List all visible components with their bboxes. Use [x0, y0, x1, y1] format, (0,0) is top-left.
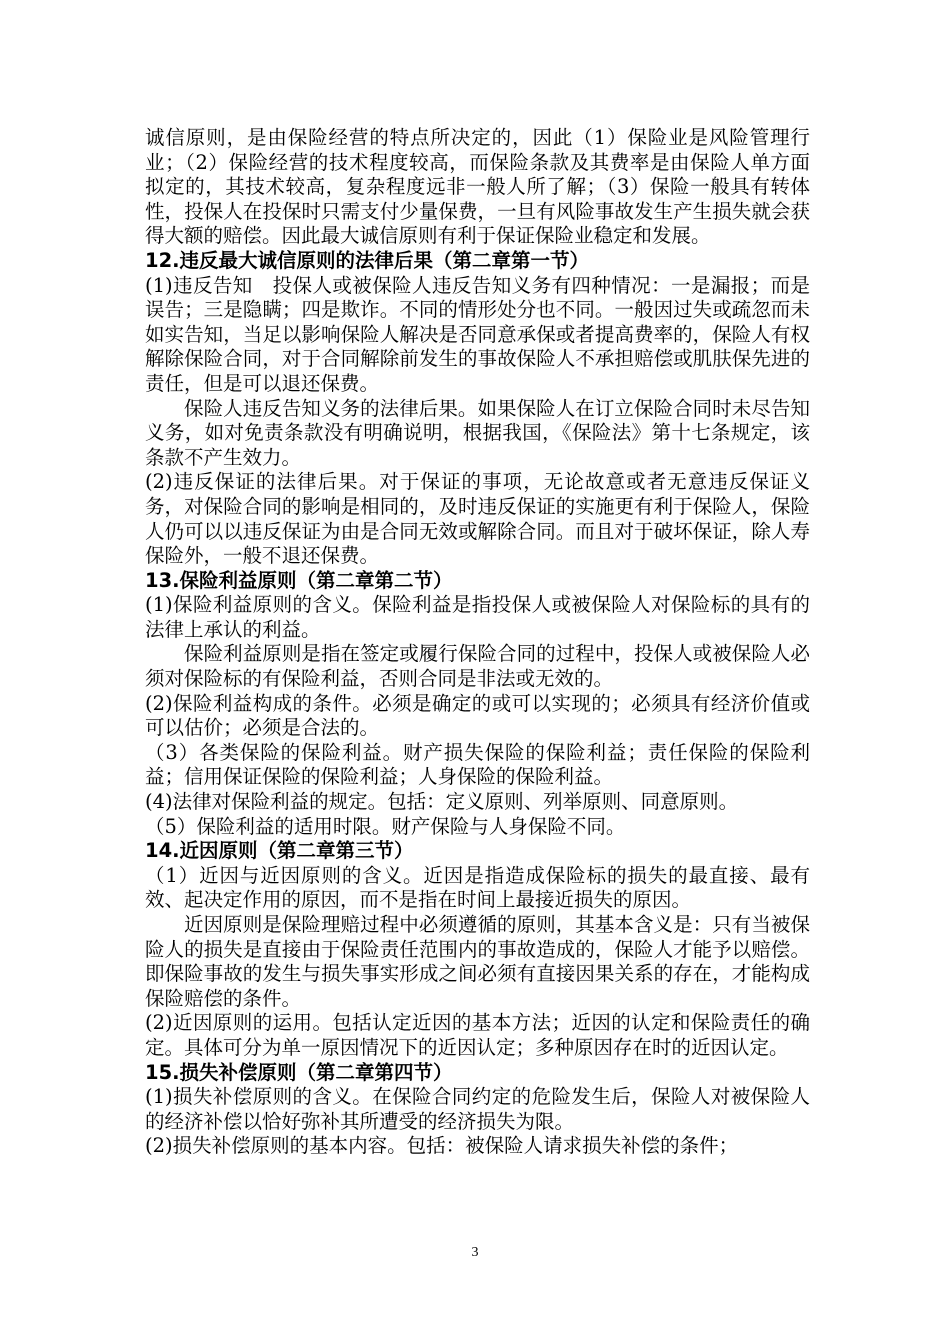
paragraph: 保险利益原则是指在签定或履行保险合同的过程中，投保人或被保险人必须对保险标的有保险利益，否则合同是非法或无效的。: [145, 642, 810, 691]
paragraph: (1)保险利益原则的含义。保险利益是指投保人或被保险人对保险标的具有的法律上承认的利益。: [145, 593, 810, 641]
paragraph: （5）保险利益的适用时限。财产保险与人身保险不同。: [145, 814, 626, 838]
paragraph: （3）各类保险的保险利益。财产损失保险的保险利益；责任保险的保险利益；信用保证保险的保险利益；人身保险的保险利益。: [145, 740, 810, 789]
page-number: 3: [471, 1245, 479, 1260]
section-heading: 14.近因原则（第二章第三节）: [145, 839, 414, 863]
paragraph: (1)损失补偿原则的含义。在保险合同约定的危险发生后，保险人对被保险人的经济补偿以恰好弥补其所遭受的经济损失为限。: [145, 1085, 810, 1133]
section-heading: 15.损失补偿原则（第二章第四节）: [145, 1060, 453, 1084]
paragraph: (2)近因原则的运用。包括认定近因的基本方法；近因的认定和保险责任的确定。具体可分为单一原因情况下的近因认定；多种原因存在时的近因认定。: [145, 1011, 810, 1059]
document-body: [145, 126, 810, 1159]
section-heading: 13.保险利益原则（第二章第二节）: [145, 568, 453, 592]
paragraph: 保险人违反告知义务的法律后果。如果保险人在订立保险合同时未尽告知义务，如对免责条款没有明确说明，根据我国，《保险法》第十七条规定，该条款不产生效力。: [145, 396, 810, 469]
paragraph: (4)法律对保险利益的规定。包括：定义原则、列举原则、同意原则。: [145, 790, 739, 814]
paragraph: (2)损失补偿原则的基本内容。包括：被保险人请求损失补偿的条件；: [145, 1134, 739, 1158]
paragraph: (2)保险利益构成的条件。必须是确定的或可以实现的；必须具有经济价值或可以估价；必须是合法的。: [145, 691, 810, 740]
paragraph: （1）近因与近因原则的含义。近因是指造成保险标的损失的最直接、最有效、起决定作用的原因，而不是指在时间上最接近损失的原因。: [145, 863, 810, 912]
section-heading: 12.违反最大诚信原则的法律后果（第二章第一节）: [145, 248, 590, 272]
paragraph: (2)违反保证的法律后果。对于保证的事项，无论故意或者无意违反保证义务，对保险合同的影响是相同的，及时违反保证的实施更有利于保险人，保险人仍可以以违反保证为由是合同无效或解除合同。而且对于破坏保证，除人寿保险外，一般不退还保费。: [145, 470, 810, 568]
paragraph: (1)违反告知 投保人或被保险人违反告知义务有四种情况：一是漏报；而是误告；三是隐瞒；四是欺诈。不同的情形处分也不同。一般因过失或疏忽而未如实告知，当足以影响保险人解决是否同意承保或者提高费率的，保险人有权解除保险合同，对于合同解除前发生的事故保险人不承担赔偿或肌肤保先进的责任，但是可以退还保费。: [145, 273, 810, 395]
paragraph: 近因原则是保险理赔过程中必须遵循的原则，其基本含义是：只有当被保险人的损失是直接由于保险责任范围内的事故造成的，保险人才能予以赔偿。即保险事故的发生与损失事实形成之间必须有直接因果关系的存在，才能构成保险赔偿的条件。: [145, 913, 810, 1010]
paragraph: 诚信原则，是由保险经营的特点所决定的，因此（1）保险业是风险管理行业；（2）保险经营的技术程度较高，而保险条款及其费率是由保险人单方面拟定的，其技术较高，复杂程度远非一般人所了解；（3）保险一般具有转体性，投保人在投保时只需支付少量保费，一旦有风险事故发生产生损失就会获得大额的赔偿。因此最大诚信原则有利于保证保险业稳定和发展。: [145, 126, 810, 248]
